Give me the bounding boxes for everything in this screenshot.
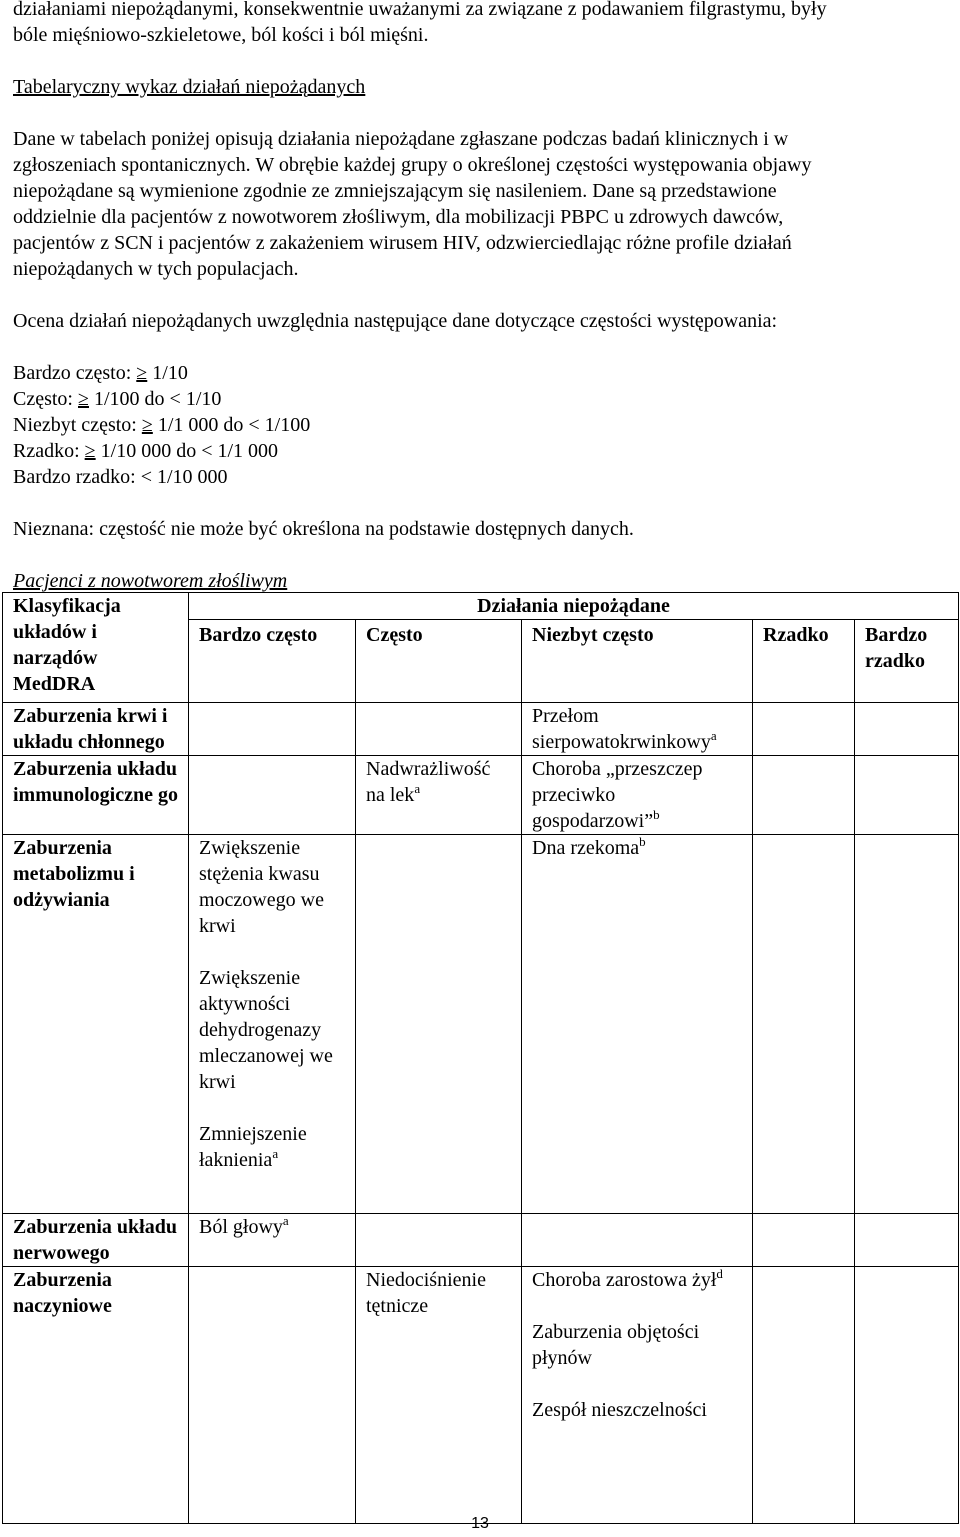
frequency-header: Niezbyt często (522, 620, 753, 703)
reaction-cell (855, 835, 959, 1214)
soc-column-header: Klasyfikacja układów i narządów MedDRA (3, 593, 189, 703)
reaction-cell (753, 756, 855, 835)
reaction-cell (753, 703, 855, 756)
unknown-frequency-note: Nieznana: częstość nie może być określona na podstawie dostępnych danych. (13, 518, 634, 540)
table-row (3, 1214, 959, 1267)
reaction-cell (356, 1267, 522, 1524)
reaction-cell (753, 835, 855, 1214)
table-row (3, 1267, 959, 1524)
reaction-item (532, 1319, 742, 1371)
reaction-text: Zwiększenie stężenia kwasu moczowego we krwi (199, 837, 324, 937)
text-line: bóle mięśniowo-szkieletowe, ból kości i ból mięśni. (13, 24, 429, 46)
adverse-reactions-header: Działania niepożądane (189, 593, 959, 620)
reaction-text: Niedociśnienie tętnicze (366, 1269, 486, 1317)
frequency-item (13, 464, 948, 490)
frequency-header: Bardzo często (189, 620, 356, 703)
reaction-item (532, 703, 742, 755)
frequency-header: Bardzo rzadko (855, 620, 959, 703)
reaction-cell (855, 1214, 959, 1267)
reaction-cell (855, 703, 959, 756)
table-row (3, 703, 959, 756)
spacer (532, 1293, 742, 1319)
spacer (199, 1095, 345, 1121)
footnote-marker: a (710, 728, 717, 743)
reaction-item (532, 1267, 742, 1293)
reaction-item (366, 1267, 511, 1319)
soc-cell: Zaburzenia metabolizmu i odżywiania (3, 835, 189, 1214)
adverse-reactions-table (2, 592, 959, 1524)
reaction-text: Dna rzekoma (532, 837, 640, 859)
reaction-cell (356, 703, 522, 756)
description-paragraph (13, 126, 948, 282)
reaction-cell (753, 1214, 855, 1267)
frequency-label: Bardzo często: (13, 362, 137, 384)
soc-cell: Zaburzenia naczyniowe (3, 1267, 189, 1524)
reaction-cell (356, 835, 522, 1214)
frequency-intro: Ocena działań niepożądanych uwzględnia następujące dane dotyczące częstości występowania: (13, 310, 778, 332)
frequency-label: Często: (13, 388, 78, 410)
text-line: pacjentów z SCN i pacjentów z zakażeniem wirusem HIV, odzwierciedlając różne profile działań (13, 232, 792, 254)
reaction-item (199, 835, 345, 939)
frequency-range: 1/10 (147, 362, 188, 384)
reaction-item (199, 965, 345, 1095)
reaction-cell (522, 1267, 753, 1524)
greater-equal-symbol: ≥ (78, 388, 89, 410)
section-heading: Tabelaryczny wykaz działań niepożądanych (13, 76, 366, 98)
reaction-text: Choroba zarostowa żył (532, 1269, 717, 1291)
text-line: niepożądane są wymienione zgodnie ze zmniejszającym się nasileniem. Dane są przedstawione (13, 180, 777, 202)
spacer (199, 939, 345, 965)
text-line: działaniami niepożądanymi, konsekwentnie uważanymi za związane z podawaniem filgrastymu, były (13, 0, 827, 20)
reaction-cell (522, 756, 753, 835)
reaction-cell (522, 835, 753, 1214)
reaction-item (532, 1397, 742, 1423)
footnote-marker: d (716, 1266, 723, 1281)
reaction-text: Ból głowy (199, 1216, 283, 1238)
frequency-range: 1/1 000 do < 1/100 (152, 414, 311, 436)
reaction-cell (189, 835, 356, 1214)
intro-paragraph (13, 0, 948, 48)
reaction-text: Zmniejszenie łaknienia (199, 1123, 307, 1171)
frequency-header: Rzadko (753, 620, 855, 703)
table-row (3, 835, 959, 1214)
text-line: niepożądanych w tych populacjach. (13, 258, 299, 280)
frequency-header: Często (356, 620, 522, 703)
reaction-text: Zespół nieszczelności (532, 1399, 707, 1421)
text-line: Dane w tabelach poniżej opisują działania niepożądane zgłaszane podczas badań klinicznych i w (13, 128, 789, 150)
reaction-item (532, 835, 742, 861)
reaction-text: Zwiększenie aktywności dehydrogenazy mleczanowej we krwi (199, 967, 333, 1093)
reaction-cell (522, 703, 753, 756)
footnote-marker: b (639, 834, 646, 849)
reaction-cell (356, 756, 522, 835)
greater-equal-symbol: ≥ (141, 414, 153, 436)
spacer (532, 1371, 742, 1397)
frequency-item (13, 412, 948, 438)
reaction-cell (522, 1214, 753, 1267)
footnote-marker: a (414, 781, 421, 796)
frequency-item (13, 438, 948, 464)
footnote-marker: a (272, 1146, 279, 1161)
frequency-range: 1/10 000 do < 1/1 000 (95, 440, 279, 462)
greater-equal-symbol: ≥ (136, 362, 148, 384)
reaction-cell (855, 1267, 959, 1524)
reaction-text: Choroba „przeszczep przeciwko gospodarzowi” (532, 758, 703, 832)
reaction-cell (189, 703, 356, 756)
frequency-label: Niezbyt często: (13, 414, 142, 436)
reaction-item (199, 1121, 345, 1173)
reaction-cell (189, 756, 356, 835)
frequency-item (13, 360, 948, 386)
frequency-label: Rzadko: (13, 440, 85, 462)
reaction-text: Przełom sierpowatokrwinkowy (532, 705, 711, 753)
footnote-marker: b (653, 807, 660, 822)
soc-cell: Zaburzenia układu immunologiczne go (3, 756, 189, 835)
text-line: oddzielnie dla pacjentów z nowotworem złośliwym, dla mobilizacji PBPC u zdrowych dawców, (13, 206, 784, 228)
text-line: zgłoszeniach spontanicznych. W obrębie każdej grupy o określonej częstości występowania objawy (13, 154, 812, 176)
soc-cell: Zaburzenia krwi i układu chłonnego (3, 703, 189, 756)
reaction-text: Nadwrażliwość na lek (366, 758, 491, 806)
frequency-list (13, 360, 948, 490)
reaction-cell (189, 1214, 356, 1267)
reaction-cell (356, 1214, 522, 1267)
soc-cell: Zaburzenia układu nerwowego (3, 1214, 189, 1267)
reaction-item (366, 756, 511, 808)
reaction-cell (753, 1267, 855, 1524)
document-page (13, 0, 948, 594)
table-row (3, 756, 959, 835)
frequency-label: Bardzo rzadko: < 1/10 000 (13, 466, 228, 488)
table-caption: Pacjenci z nowotworem złośliwym (13, 570, 288, 592)
table-header-row (3, 593, 959, 620)
frequency-range: 1/100 do < 1/10 (88, 388, 222, 410)
reaction-cell (189, 1267, 356, 1524)
reaction-text: Zaburzenia objętości płynów (532, 1321, 700, 1369)
footnote-marker: a (282, 1213, 289, 1228)
greater-equal-symbol: ≥ (84, 440, 96, 462)
reaction-item (199, 1214, 345, 1240)
reaction-item (532, 756, 742, 834)
page-number: 13 (471, 1515, 489, 1532)
reaction-cell (855, 756, 959, 835)
frequency-item (13, 386, 948, 412)
